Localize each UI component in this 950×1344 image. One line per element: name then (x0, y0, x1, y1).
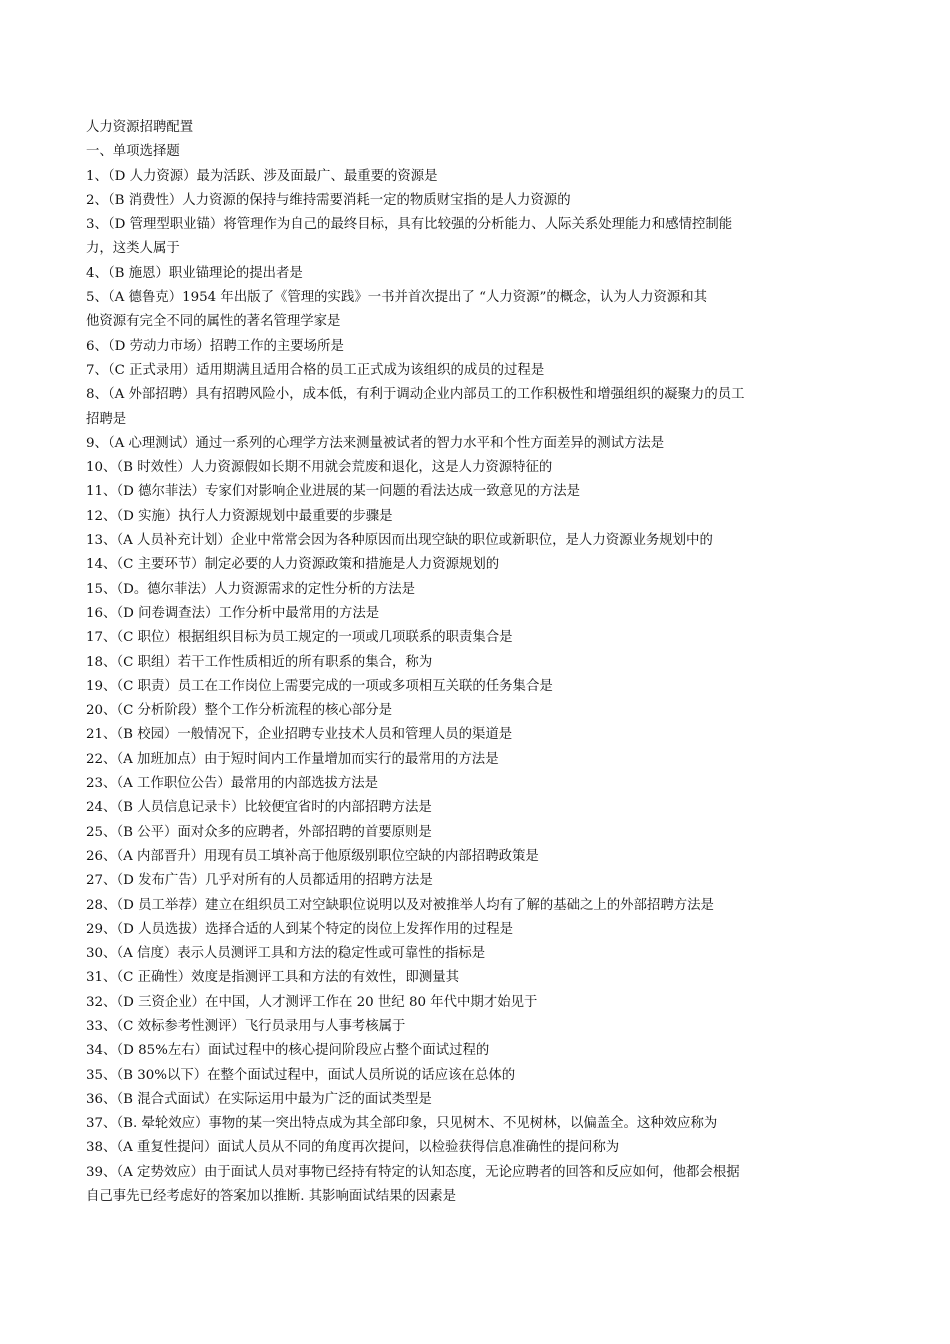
question-line: 21、（B 校园）一般情况下，企业招聘专业技术人员和管理人员的渠道是 (86, 727, 513, 743)
question-item (86, 383, 876, 432)
question-item (86, 626, 876, 650)
question-line: 5、（A 德鲁克）1954 年出版了《管理的实践》一书并首次提出了 “人力资源”的概念，认为人力资源和其 (86, 290, 708, 306)
question-line: 4、（B 施恩）职业锚理论的提出者是 (86, 265, 303, 281)
question-line: 10、（B 时效性）人力资源假如长期不用就会荒废和退化，这是人力资源特征的 (86, 460, 553, 476)
question-line: 7、（C 正式录用）适用期满且适用合格的员工正式成为该组织的成员的过程是 (86, 362, 545, 378)
question-line: 1、（D 人力资源）最为活跃、涉及面最广、最重要的资源是 (86, 168, 438, 184)
question-item (86, 699, 876, 723)
question-item (86, 456, 876, 480)
question-line: 14、（C 主要环节）制定必要的人力资源政策和措施是人力资源规划的 (86, 557, 500, 573)
document-page (86, 116, 876, 1209)
question-line: 39、（A 定势效应）由于面试人员对事物已经持有特定的认知态度，无论应聘者的回答和反应如何，他都会根据 (86, 1164, 740, 1180)
question-line: 22、（A 加班加点）由于短时间内工作量增加而实行的最常用的方法是 (86, 751, 499, 767)
document-title: 人力资源招聘配置 (86, 120, 194, 135)
question-line: 他资源有完全不同的属性的著名管理学家是 (86, 314, 341, 330)
question-line: 35、（B 30%以下）在整个面试过程中，面试人员所说的话应该在总体的 (86, 1067, 516, 1083)
question-item (86, 553, 876, 577)
question-line: 20、（C 分析阶段）整个工作分析流程的核心部分是 (86, 703, 393, 719)
question-item (86, 651, 876, 675)
question-item (86, 213, 876, 262)
question-item (86, 602, 876, 626)
question-line: 8、（A 外部招聘）具有招聘风险小，成本低，有利于调动企业内部员工的工作积极性和增强组织的凝聚力的员工 (86, 387, 745, 403)
question-item (86, 1161, 876, 1210)
question-item (86, 165, 876, 189)
question-line: 6、（D 劳动力市场）招聘工作的主要场所是 (86, 338, 344, 354)
question-line: 36、（B 混合式面试）在实际运用中最为广泛的面试类型是 (86, 1091, 432, 1107)
question-line: 12、（D 实施）执行人力资源规划中最重要的步骤是 (86, 508, 393, 524)
question-item (86, 505, 876, 529)
question-line: 18、（C 职组）若干工作性质相近的所有职系的集合，称为 (86, 654, 433, 670)
question-item (86, 1039, 876, 1063)
question-line: 19、（C 职责）员工在工作岗位上需要完成的一项或多项相互关联的任务集合是 (86, 678, 553, 694)
question-item (86, 529, 876, 553)
question-line: 24、（B 人员信息记录卡）比较便宜省时的内部招聘方法是 (86, 800, 432, 816)
question-list (86, 165, 876, 1210)
question-line: 26、（A 内部晋升）用现有员工填补高于他原级别职位空缺的内部招聘政策是 (86, 848, 539, 864)
question-item (86, 1112, 876, 1136)
question-item (86, 723, 876, 747)
question-item (86, 675, 876, 699)
question-item (86, 869, 876, 893)
question-item (86, 578, 876, 602)
question-line: 38、（A 重复性提问）面试人员从不同的角度再次提问，以检验获得信息准确性的提问称为 (86, 1140, 620, 1156)
question-item (86, 1088, 876, 1112)
question-item (86, 1136, 876, 1160)
question-line: 23、（A 工作职位公告）最常用的内部选拔方法是 (86, 776, 379, 792)
question-line: 3、（D 管理型职业锚）将管理作为自己的最终目标，具有比较强的分析能力、人际关系处理能力和感情控制能 (86, 217, 733, 233)
question-line: 34、（D 85%左右）面试过程中的核心提问阶段应占整个面试过程的 (86, 1043, 490, 1059)
question-item (86, 189, 876, 213)
question-line: 9、（A 心理测试）通过一系列的心理学方法来测量被试者的智力水平和个性方面差异的测试方法是 (86, 435, 665, 451)
question-item (86, 1015, 876, 1039)
question-item (86, 432, 876, 456)
question-line: 11、（D 德尔菲法）专家们对影响企业进展的某一问题的看法达成一致意见的方法是 (86, 484, 581, 500)
question-item (86, 359, 876, 383)
question-item (86, 748, 876, 772)
question-line: 32、（D 三资企业）在中国，人才测评工作在 20 世纪 80 年代中期才始见于 (86, 994, 538, 1010)
question-line: 17、（C 职位）根据组织目标为员工规定的一项或几项联系的职责集合是 (86, 630, 513, 646)
question-item (86, 942, 876, 966)
question-item (86, 286, 876, 335)
question-line: 15、（D。德尔菲法）人力资源需求的定性分析的方法是 (86, 581, 416, 597)
question-item (86, 1064, 876, 1088)
question-item (86, 966, 876, 990)
section-heading: 一、单项选择题 (86, 144, 180, 160)
question-line: 自己事先已经考虑好的答案加以推断. 其影响面试结果的因素是 (86, 1189, 457, 1205)
question-line: 27、（D 发布广告）几乎对所有的人员都适用的招聘方法是 (86, 873, 433, 889)
question-item (86, 991, 876, 1015)
question-item (86, 845, 876, 869)
question-item (86, 796, 876, 820)
question-line: 招聘是 (86, 411, 127, 427)
question-line: 力，这类人属于 (86, 241, 180, 257)
question-line: 28、（D 员工举荐）建立在组织员工对空缺职位说明以及对被推举人均有了解的基础之上的外部招聘方法是 (86, 897, 714, 913)
question-line: 16、（D 问卷调查法）工作分析中最常用的方法是 (86, 605, 380, 621)
question-item (86, 894, 876, 918)
question-line: 31、（C 正确性）效度是指测评工具和方法的有效性，即测量其 (86, 970, 459, 986)
question-line: 29、（D 人员选拔）选择合适的人到某个特定的岗位上发挥作用的过程是 (86, 921, 514, 937)
question-line: 13、（A 人员补充计划）企业中常常会因为各种原因而出现空缺的职位或新职位，是人力资源业务规划中的 (86, 533, 713, 549)
question-line: 30、（A 信度）表示人员测评工具和方法的稳定性或可靠性的指标是 (86, 946, 486, 962)
question-item (86, 262, 876, 286)
question-item (86, 821, 876, 845)
question-line: 2、（B 消费性）人力资源的保持与维持需要消耗一定的物质财宝指的是人力资源的 (86, 192, 571, 208)
question-item (86, 480, 876, 504)
question-item (86, 335, 876, 359)
question-line: 37、（B. 晕轮效应）事物的某一突出特点成为其全部印象，只见树木、不见树林，以偏盖全。这种效应称为 (86, 1116, 718, 1132)
question-item (86, 772, 876, 796)
question-line: 25、（B 公平）面对众多的应聘者，外部招聘的首要原则是 (86, 824, 432, 840)
question-line: 33、（C 效标参考性测评）飞行员录用与人事考核属于 (86, 1018, 406, 1034)
question-item (86, 918, 876, 942)
